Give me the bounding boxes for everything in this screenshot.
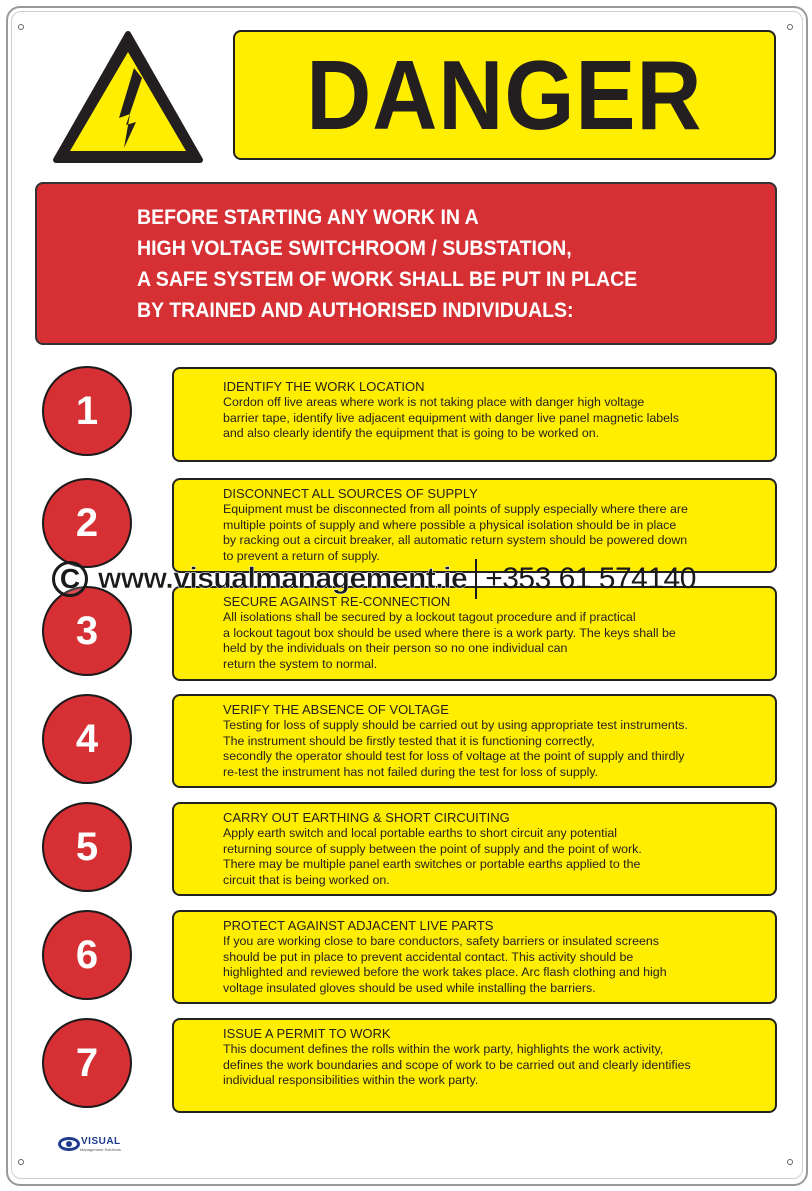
step-title: ISSUE A PERMIT TO WORK [223, 1026, 391, 1041]
step-1-panel [172, 367, 777, 462]
step-text-line: Apply earth switch and local portable earths to short circuit any potential [223, 826, 617, 840]
step-number: 1 [75, 388, 99, 433]
step-text-line: Equipment must be disconnected from all points of supply especially where there are [223, 502, 688, 516]
step-title: CARRY OUT EARTHING & SHORT CIRCUITING [223, 810, 510, 825]
copyright-icon: C [52, 561, 88, 597]
banner-line: BY TRAINED AND AUTHORISED INDIVIDUALS: [137, 299, 574, 322]
step-text-line: voltage insulated gloves should be used while installing the barriers. [223, 980, 596, 995]
step-text-line: The instrument should be firstly tested that it is functioning correctly, [223, 733, 595, 748]
step-text-line: and also clearly identify the equipment that is going to be worked on. [223, 426, 600, 440]
step-text-line: by racking out a circuit breaker, all automatic return system should be powered down [223, 533, 688, 547]
step-text-line: multiple points of supply and where possible a physical isolation should be in place [223, 517, 677, 532]
danger-title: DANGER [306, 39, 703, 150]
step-7-panel [172, 1018, 777, 1113]
step-text-line: individual responsibilities within the work party. [223, 1073, 479, 1087]
step-number: 7 [75, 1040, 99, 1085]
watermark-separator [475, 559, 477, 599]
step-text-line: Testing for loss of supply should be carried out by using appropriate test instruments. [223, 718, 688, 732]
step-number: 2 [75, 500, 99, 545]
step-text-line: highlighted and reviewed before the work takes place. Arc flash clothing and high [223, 965, 667, 979]
step-number: 6 [75, 932, 99, 977]
logo-name: VISUAL [81, 1136, 121, 1147]
step-5-number-badge [42, 802, 132, 892]
electrical-hazard-warning-icon [52, 30, 204, 165]
step-text-line: circuit that is being worked on. [223, 872, 390, 887]
step-title: SECURE AGAINST RE-CONNECTION [223, 594, 451, 609]
logo-subtitle: Management Solutions [80, 1147, 121, 1152]
step-text-line: All isolations shall be secured by a lockout tagout procedure and if practical [223, 610, 636, 624]
step-number: 3 [75, 608, 99, 653]
step-text-line: Cordon off live areas where work is not taking place with danger high voltage [223, 395, 645, 409]
step-text-line: a lockout tagout box should be used where there is a work party. The keys shall be [223, 625, 676, 640]
banner-line: A SAFE SYSTEM OF WORK SHALL BE PUT IN PLACE [137, 268, 638, 291]
step-number: 5 [75, 824, 99, 869]
step-title: PROTECT AGAINST ADJACENT LIVE PARTS [223, 918, 494, 933]
step-text-line: to prevent a return of supply. [223, 548, 380, 563]
watermark-url: www.visualmanagement.ie [98, 562, 468, 595]
mounting-hole-top-right [787, 24, 793, 30]
step-5-panel [172, 802, 777, 896]
step-4-panel [172, 694, 777, 788]
danger-header-panel [233, 30, 776, 160]
step-title: DISCONNECT ALL SOURCES OF SUPPLY [223, 486, 478, 501]
step-7-number-badge [42, 1018, 132, 1108]
visual-logo [58, 1136, 121, 1152]
step-text-line: There may be multiple panel earth switches or portable earths applied to the [223, 857, 641, 871]
step-text-line: held by the individuals on their person so no one individual can [223, 641, 568, 655]
mounting-hole-top-left [18, 24, 24, 30]
eye-logo-icon [58, 1137, 80, 1151]
step-number: 4 [75, 716, 99, 761]
step-text-line: If you are working close to bare conductors, safety barriers or insulated screens [223, 934, 659, 948]
step-text-line: returning source of supply between the point of supply and the point of work. [223, 841, 642, 856]
step-text-line: This document defines the rolls within the work party, highlights the work activity, [223, 1042, 664, 1056]
step-6-panel [172, 910, 777, 1004]
step-text-line: secondly the operator should test for loss of voltage at the point of supply and thirdly [223, 749, 685, 763]
step-title: VERIFY THE ABSENCE OF VOLTAGE [223, 702, 449, 717]
mounting-hole-bottom-left [18, 1159, 24, 1165]
eye-pupil [66, 1141, 72, 1147]
step-title: IDENTIFY THE WORK LOCATION [223, 379, 425, 394]
step-text-line: re-test the instrument has not failed during the test for loss of supply. [223, 764, 599, 779]
step-text-line: barrier tape, identify live adjacent equipment with danger live panel magnetic labels [223, 410, 679, 425]
step-1-number-badge [42, 366, 132, 456]
instruction-banner [35, 182, 777, 345]
step-2-number-badge [42, 478, 132, 568]
banner-line: HIGH VOLTAGE SWITCHROOM / SUBSTATION, [137, 237, 572, 260]
step-text-line: return the system to normal. [223, 656, 378, 671]
step-text-line: should be put in place to prevent accidental contact. This activity should be [223, 949, 634, 964]
watermark [52, 557, 696, 601]
step-6-number-badge [42, 910, 132, 1000]
watermark-phone: +353 61 574140 [485, 562, 696, 595]
banner-line: BEFORE STARTING ANY WORK IN A [137, 206, 479, 229]
step-text-line: defines the work boundaries and scope of work to be carried out and clearly identifies [223, 1057, 691, 1072]
mounting-hole-bottom-right [787, 1159, 793, 1165]
step-4-number-badge [42, 694, 132, 784]
